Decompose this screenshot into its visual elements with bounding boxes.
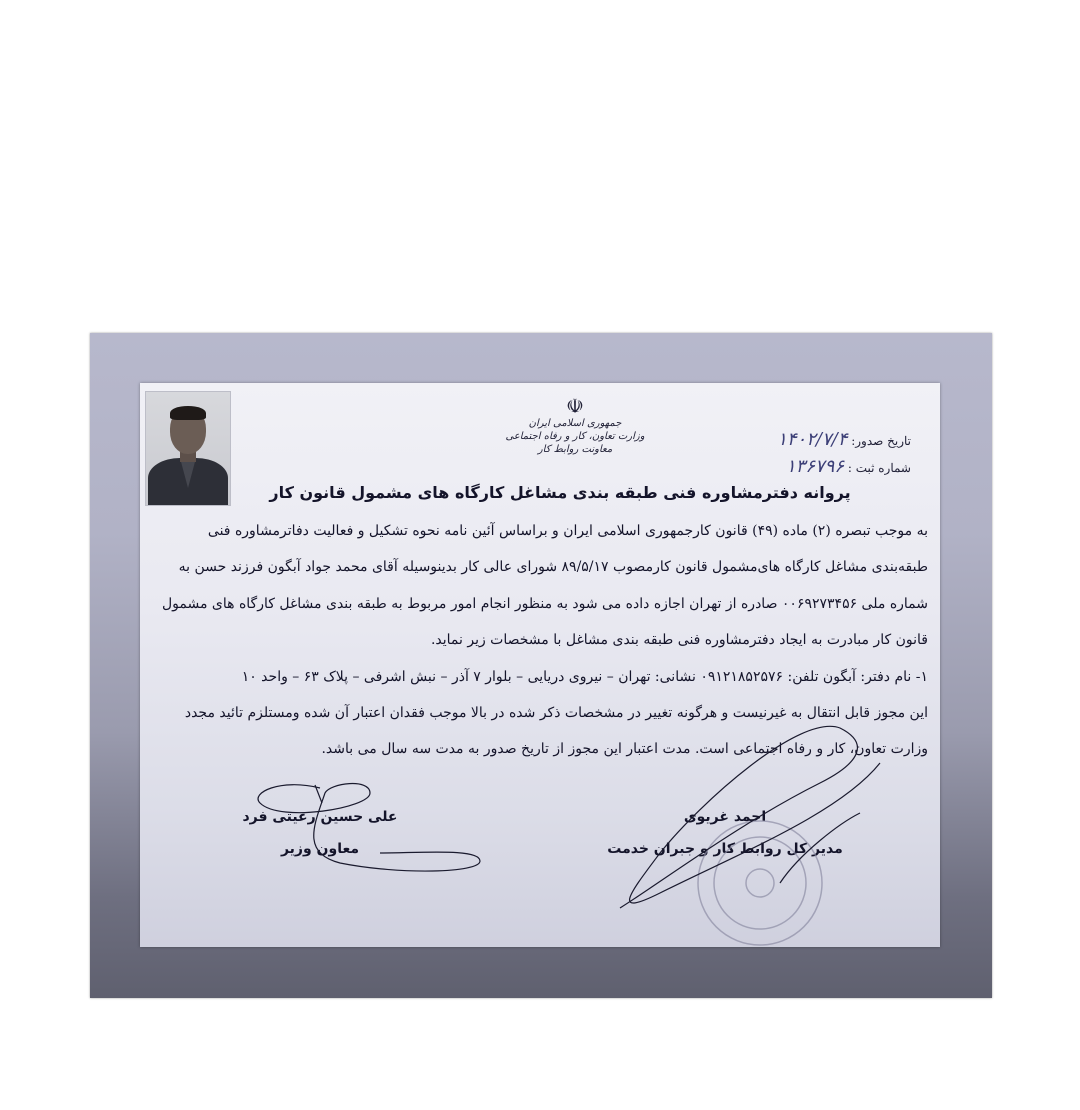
certificate-body — [156, 513, 928, 768]
issue-date-value: ۱۴۰۲/۷/۴ — [777, 429, 848, 450]
registration-number-value: ۱۳۶۷۹۶ — [786, 456, 845, 477]
certificate-paper — [140, 383, 940, 947]
director-title: مدیر کل روابط کار و جبران خدمت — [607, 841, 843, 857]
director-name: احمد غریوی — [683, 809, 767, 825]
emblem-line-ministry: وزارت تعاون، کار و رفاه اجتماعی — [505, 431, 645, 442]
registration-number-label: شماره ثبت : — [847, 461, 911, 475]
signature-block-director — [600, 801, 850, 865]
office-details: ۱- نام دفتر: آبگون تلفن: ۰۹۱۲۱۸۵۲۵۷۶ نشانی: تهران – نیروی دریایی – بلوار ۷ آذر – نبش اشرفی – پلاک ۶۳ – واحد ۱۰ — [241, 668, 928, 685]
emblem-line-country: جمهوری اسلامی ایران — [528, 418, 622, 429]
iran-emblem-icon: ☫ — [566, 394, 584, 418]
government-emblem — [500, 395, 650, 456]
body-paragraph: به موجب تبصره (۲) ماده (۴۹) قانون کارجمهوری اسلامی ایران و براساس آئین نامه نحوه تشکیل و فعالیت دفاترمشاوره فنی طبقه‌بندی مشاغل کارگاه های‌مشمول قانون کارمصوب ۸۹/۵/۱۷ شورای عالی کار بدینوسیله آقای محمد جواد آبگون فرزند حسن به شماره ملی ۰۰۶۹۲۷۳۴۵۶ صادره از تهران اجازه داده می شود به منظور انجام امور مربوط به طبقه بندی مشاغل کارگاه های مشمول قانون کار مبادرت به ایجاد دفترمشاوره فنی طبقه بندی مشاغل با مشخصات زیر نماید. — [161, 523, 928, 649]
issue-info — [777, 427, 911, 481]
certificate-title: پروانه دفترمشاوره فنی طبقه بندی مشاغل کارگاه های مشمول قانون کار — [269, 483, 851, 502]
deputy-title: معاون وزیر — [280, 841, 360, 857]
issue-date-label: تاریخ صدور: — [851, 434, 911, 448]
emblem-line-department: معاونت روابط کار — [537, 444, 613, 455]
issue-date-row — [777, 427, 911, 454]
registration-number-row — [777, 454, 911, 481]
signature-block-deputy — [235, 801, 405, 865]
validity-note: این مجوز قابل انتقال به غیرنیست و هرگونه تغییر در مشخصات ذکر شده در بالا موجب فقدان اعتبار آن شده ومستلزم تائید مجدد وزارت تعاون، کار و رفاه اجتماعی است. مدت اعتبار این مجوز از تاریخ صدور به مدت سه سال می باشد. — [184, 705, 928, 758]
deputy-name: علی حسین رعیتی فرد — [242, 809, 398, 825]
